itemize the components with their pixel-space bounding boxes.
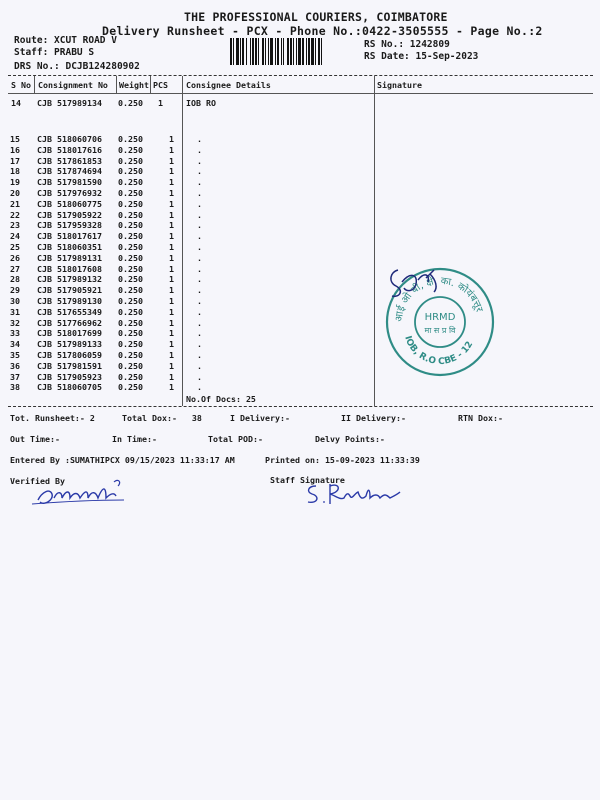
row-weight: 0.250 <box>118 274 143 285</box>
row-consignee: . <box>197 241 202 252</box>
row-sno: 15 <box>10 134 20 144</box>
runsheet-title: Delivery Runsheet - PCX - Phone No.:0422-3505555 - Page No.:2 <box>102 24 543 38</box>
row-weight: 0.250 <box>118 295 143 306</box>
row-consignee: . <box>197 349 202 360</box>
row-consignee: . <box>197 198 202 209</box>
row-consignment: CJB 517989131 <box>37 252 102 263</box>
table-row <box>10 318 217 329</box>
row-consignment: CJB 517905921 <box>37 285 102 296</box>
no-of-docs: No.Of Docs: 25 <box>186 394 256 404</box>
table-row <box>10 220 217 231</box>
row-consignee: . <box>197 382 202 393</box>
row-sno: 19 <box>10 177 20 188</box>
row-consignment: CJB 517989133 <box>37 339 102 350</box>
row-pcs: 1 <box>169 241 174 252</box>
col-divider <box>34 76 35 93</box>
row-consignment: CJB 517874694 <box>37 166 102 177</box>
table-row <box>10 350 217 361</box>
row-weight: 0.250 <box>118 382 143 393</box>
row-sno: 16 <box>10 144 20 155</box>
row-consignee: . <box>197 339 202 350</box>
verified-signature <box>28 470 128 514</box>
row-consignee: . <box>197 360 202 371</box>
row-sno: 34 <box>10 339 20 350</box>
table-row <box>10 285 217 296</box>
row-weight: 0.250 <box>118 209 143 220</box>
table-row <box>10 199 217 210</box>
row-consignment: CJB 518017699 <box>37 328 102 339</box>
row-sno: 20 <box>10 187 20 198</box>
out-time: Out Time:- <box>10 434 60 444</box>
row-pcs: 1 <box>169 166 174 177</box>
row-consignee: . <box>197 252 202 263</box>
row-consignment: CJB 517905923 <box>37 371 102 382</box>
row-consignee: . <box>197 285 202 296</box>
table-top-rule <box>8 75 593 76</box>
row-consignee: . <box>197 295 202 306</box>
ii-delivery: II Delivery:- <box>341 413 406 423</box>
stamp-bottom-text: IOB, R.O CBE - 12 <box>402 334 476 368</box>
row-weight: 0.250 <box>118 198 143 209</box>
stamp-top-text: आई ओ बी, क्षे. का. कोयंबत्तूर <box>393 275 485 323</box>
row-sno: 29 <box>10 285 20 296</box>
row-sno: 31 <box>10 306 20 317</box>
row-pcs: 1 <box>169 285 174 296</box>
row-consignment: CJB 518060706 <box>37 134 102 144</box>
row-consignment: CJB 517989132 <box>37 274 102 285</box>
row-weight: 0.250 <box>118 134 143 144</box>
row-sno: 24 <box>10 231 20 242</box>
row-sno: 33 <box>10 328 20 339</box>
row-sno: 37 <box>10 371 20 382</box>
row-sno: 17 <box>10 155 20 166</box>
row-consignment: CJB 517989130 <box>37 295 102 306</box>
row-weight: 0.250 <box>118 155 143 166</box>
row-weight: 0.250 <box>118 371 143 382</box>
table-bottom-rule <box>8 406 593 407</box>
row-sno: 38 <box>10 382 20 393</box>
row-pcs: 1 <box>169 134 174 144</box>
table-row <box>10 231 217 242</box>
row-consignee: . <box>197 166 202 177</box>
col-header-consignee: Consignee Details <box>186 80 271 90</box>
row-sno: 35 <box>10 349 20 360</box>
row-consignment: CJB 518017616 <box>37 144 102 155</box>
row-weight: 0.250 <box>118 349 143 360</box>
row-consignee: . <box>197 155 202 166</box>
row-pcs: 1 <box>169 371 174 382</box>
tot-runsheet: Tot. Runsheet:- 2 <box>10 413 95 423</box>
row-weight: 0.250 <box>118 187 143 198</box>
table-row <box>10 382 217 393</box>
row-pcs: 1 <box>169 220 174 231</box>
row-weight: 0.250 <box>118 339 143 350</box>
table-row <box>10 134 217 145</box>
row-consignment: CJB 518060705 <box>37 382 102 393</box>
barcode <box>230 38 358 65</box>
row-consignee: . <box>197 231 202 242</box>
row-pcs: 1 <box>169 274 174 285</box>
row-consignee: . <box>197 144 202 155</box>
consignment-table <box>10 134 217 393</box>
row-sno: 28 <box>10 274 20 285</box>
row-consignee: . <box>197 177 202 188</box>
verified-by-label: Verified By <box>10 476 65 486</box>
col-divider <box>116 76 117 93</box>
row-pcs: 1 <box>169 382 174 393</box>
row-pcs: 1 <box>169 144 174 155</box>
row-weight: 0.250 <box>118 241 143 252</box>
row-weight: 0.250 <box>118 252 143 263</box>
table-row <box>10 361 217 372</box>
table-row <box>10 156 217 167</box>
row-sno: 22 <box>10 209 20 220</box>
row-consignee: . <box>197 317 202 328</box>
row-pcs: 1 <box>169 317 174 328</box>
row-sno: 27 <box>10 263 20 274</box>
entered-by: Entered By :SUMATHIPCX 09/15/2023 11:33:17 AM <box>10 455 235 465</box>
row-sno: 30 <box>10 295 20 306</box>
row-consignee: . <box>197 263 202 274</box>
row-pcs: 1 <box>169 231 174 242</box>
table-row <box>10 328 217 339</box>
rtn-dox: RTN Dox:- <box>458 413 503 423</box>
row-pcs: 1 <box>169 295 174 306</box>
row-weight: 0.250 <box>118 285 143 296</box>
drs-number: DRS No.: DCJB124280902 <box>14 61 140 72</box>
row-weight: 0.250 <box>118 166 143 177</box>
row-consignment: CJB 518060775 <box>37 198 102 209</box>
staff-signature <box>300 478 410 510</box>
row-consignment: CJB 517981591 <box>37 360 102 371</box>
row-pcs: 1 <box>169 339 174 350</box>
row-sno: 18 <box>10 166 20 177</box>
col-divider <box>374 76 375 406</box>
svg-text:IOB, R.O CBE - 12 <box>402 335 475 367</box>
stamp-center-text: HRMD <box>424 312 456 323</box>
table-row <box>10 188 217 199</box>
row-sno: 21 <box>10 198 20 209</box>
col-divider <box>150 76 151 93</box>
col-header-pcs: PCS <box>153 80 168 90</box>
row-pcs: 1 <box>169 263 174 274</box>
row-weight: 0.250 <box>118 360 143 371</box>
row-consignment: CJB 517989134 <box>37 98 102 108</box>
table-row <box>10 242 217 253</box>
row-consignee: IOB RO <box>186 98 216 108</box>
col-header-signature: Signature <box>377 80 422 90</box>
row-consignment: CJB 517981590 <box>37 177 102 188</box>
row-sno: 25 <box>10 241 20 252</box>
row-consignment: CJB 517959328 <box>37 220 102 231</box>
row-pcs: 1 <box>169 177 174 188</box>
row-pcs: 1 <box>169 360 174 371</box>
staff-label: Staff: PRABU S <box>14 47 95 58</box>
row-pcs: 1 <box>158 98 163 108</box>
total-pod: Total POD:- <box>208 434 263 444</box>
row-pcs: 1 <box>169 155 174 166</box>
row-sno: 32 <box>10 317 20 328</box>
row-consignment: CJB 517766962 <box>37 317 102 328</box>
row-consignee: . <box>197 274 202 285</box>
route-label: Route: XCUT ROAD V <box>14 35 117 46</box>
table-row <box>10 339 217 350</box>
row-weight: 0.250 <box>118 306 143 317</box>
col-header-weight: Weight <box>119 80 149 90</box>
row-sno: 36 <box>10 360 20 371</box>
table-header-rule <box>8 93 593 94</box>
row-consignee: . <box>197 371 202 382</box>
row-consignee: . <box>197 220 202 231</box>
table-row <box>10 166 217 177</box>
col-header-consignment: Consignment No <box>38 80 108 90</box>
row-weight: 0.250 <box>118 317 143 328</box>
staff-signature-label: Staff Signature <box>270 475 345 485</box>
row-sno: 26 <box>10 252 20 263</box>
row-consignee: . <box>197 134 202 144</box>
rs-date: RS Date: 15-Sep-2023 <box>364 51 479 62</box>
row-pcs: 1 <box>169 209 174 220</box>
table-row <box>10 177 217 188</box>
table-row <box>10 307 217 318</box>
row-consignment: CJB 517905922 <box>37 209 102 220</box>
rs-number: RS No.: 1242809 <box>364 39 450 50</box>
row-consignment: CJB 517655349 <box>37 306 102 317</box>
delvy-points: Delvy Points:- <box>315 434 385 444</box>
row-weight: 0.250 <box>118 231 143 242</box>
row-pcs: 1 <box>169 252 174 263</box>
row-pcs: 1 <box>169 187 174 198</box>
table-row <box>10 210 217 221</box>
row-consignment: CJB 517976932 <box>37 187 102 198</box>
row-consignee: . <box>197 306 202 317</box>
in-time: In Time:- <box>112 434 157 444</box>
row-pcs: 1 <box>169 306 174 317</box>
row-consignment: CJB 518060351 <box>37 241 102 252</box>
row-consignment: CJB 518017608 <box>37 263 102 274</box>
row-consignment: CJB 518017617 <box>37 231 102 242</box>
i-delivery: I Delivery:- <box>230 413 290 423</box>
row-consignee: . <box>197 187 202 198</box>
row-weight: 0.250 <box>118 144 143 155</box>
row-pcs: 1 <box>169 328 174 339</box>
hrmd-stamp <box>380 262 500 382</box>
company-name: THE PROFESSIONAL COURIERS, COIMBATORE <box>184 10 448 24</box>
row-weight: 0.250 <box>118 263 143 274</box>
total-dox: Total Dox:- 38 <box>122 413 202 423</box>
printed-on: Printed on: 15-09-2023 11:33:39 <box>265 455 420 465</box>
table-row <box>10 296 217 307</box>
row-pcs: 1 <box>169 198 174 209</box>
row-weight: 0.250 <box>118 220 143 231</box>
row-weight: 0.250 <box>118 98 143 108</box>
row-consignment: CJB 517806059 <box>37 349 102 360</box>
table-row <box>10 274 217 285</box>
row-pcs: 1 <box>169 349 174 360</box>
row-sno: 14 <box>11 98 21 108</box>
table-row <box>10 264 217 275</box>
stamp-center-hindi: मा स प्र वि <box>424 326 456 335</box>
row-consignee: . <box>197 209 202 220</box>
table-row <box>10 145 217 156</box>
table-row <box>10 372 217 383</box>
col-header-sno: S No <box>11 80 31 90</box>
table-row <box>10 253 217 264</box>
row-weight: 0.250 <box>118 328 143 339</box>
row-weight: 0.250 <box>118 177 143 188</box>
row-sno: 23 <box>10 220 20 231</box>
row-consignment: CJB 517861853 <box>37 155 102 166</box>
row-consignee: . <box>197 328 202 339</box>
